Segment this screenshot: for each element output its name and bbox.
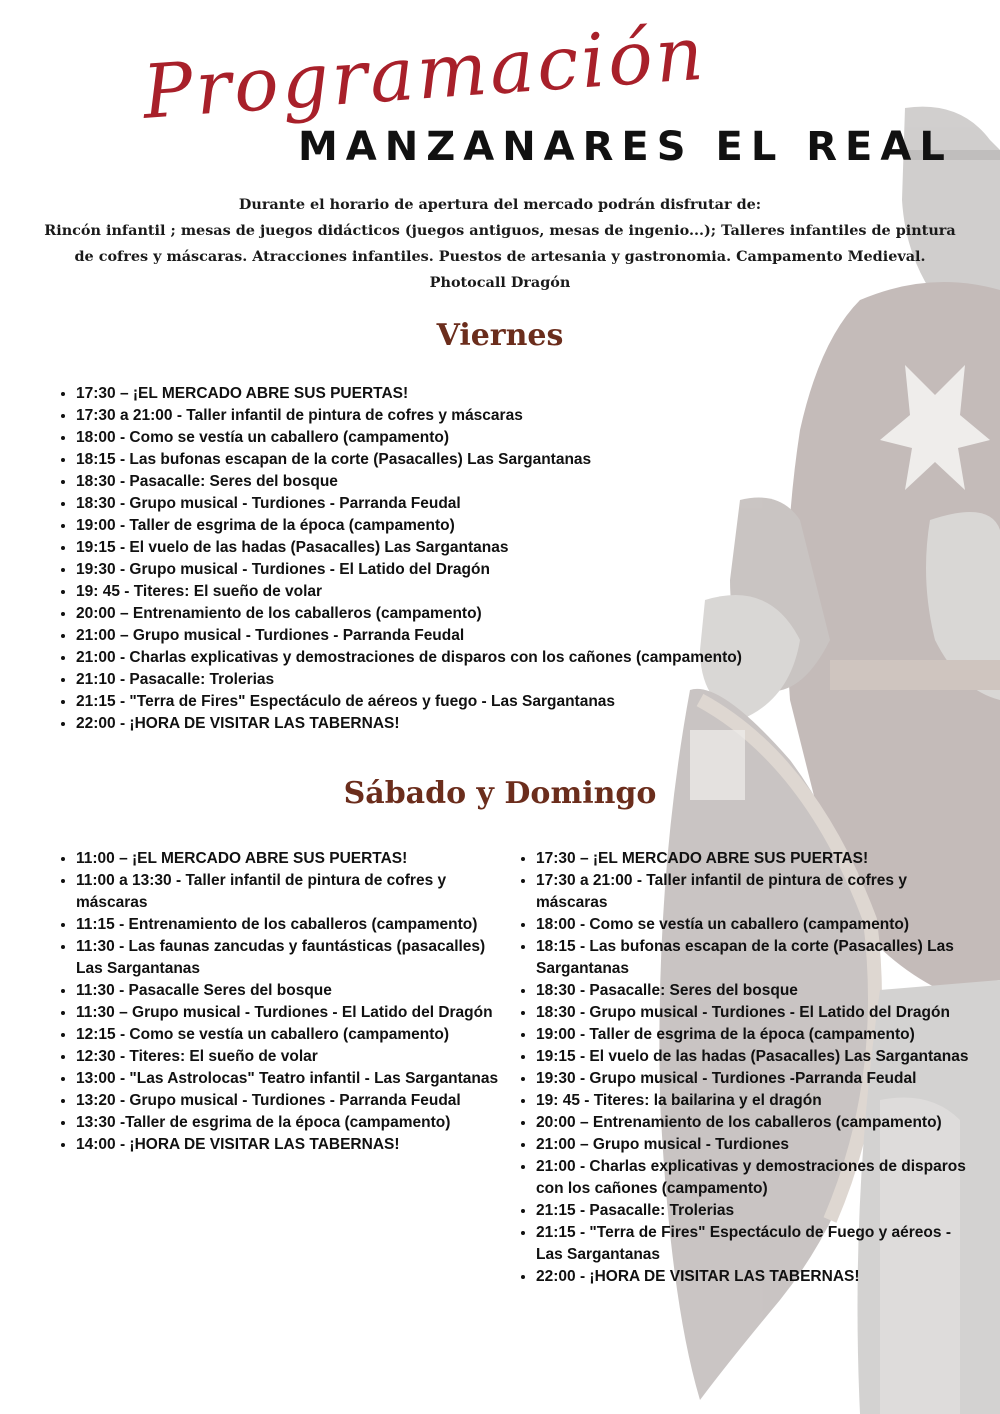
- section-title-viernes: Viernes: [436, 318, 564, 353]
- schedule-item: • 11:30 - Pasacalle Seres del bosque: [76, 980, 506, 1002]
- schedule-item: • 20:00 – Entrenamiento de los caballeros (campamento): [76, 603, 836, 625]
- schedule-item: • 13:30 -Taller de esgrima de la época (campamento): [76, 1112, 506, 1134]
- schedule-item: • 19:30 - Grupo musical - Turdiones -Parranda Feudal: [536, 1068, 976, 1090]
- schedule-item: • 12:30 - Titeres: El sueño de volar: [76, 1046, 506, 1068]
- schedule-item: • 21:10 - Pasacalle: Trolerias: [76, 669, 836, 691]
- schedule-item: • 21:00 - Charlas explicativas y demostraciones de disparos con los cañones (campamento): [536, 1156, 976, 1200]
- schedule-item: • 18:15 - Las bufonas escapan de la corte (Pasacalles) Las Sargantanas: [536, 936, 976, 980]
- schedule-item: • 13:20 - Grupo musical - Turdiones - Parranda Feudal: [76, 1090, 506, 1112]
- schedule-item: • 11:15 - Entrenamiento de los caballeros (campamento): [76, 914, 506, 936]
- schedule-item: • 11:00 – ¡EL MERCADO ABRE SUS PUERTAS!: [76, 848, 506, 870]
- schedule-item: • 19:30 - Grupo musical - Turdiones - El Latido del Dragón: [76, 559, 836, 581]
- schedule-item: • 17:30 – ¡EL MERCADO ABRE SUS PUERTAS!: [536, 848, 976, 870]
- schedule-item: • 19:00 - Taller de esgrima de la época (campamento): [536, 1024, 976, 1046]
- schedule-item: • 11:00 a 13:30 - Taller infantil de pintura de cofres y máscaras: [76, 870, 506, 914]
- schedule-item: • 21:00 – Grupo musical - Turdiones - Parranda Feudal: [76, 625, 836, 647]
- schedule-item: • 18:15 - Las bufonas escapan de la corte (Pasacalles) Las Sargantanas: [76, 449, 836, 471]
- main-title: MANZANARES EL REAL: [298, 124, 953, 170]
- sabado-evening-schedule: [514, 848, 976, 1288]
- sabado-morning-schedule: [54, 848, 506, 1156]
- schedule-item: • 18:30 - Pasacalle: Seres del bosque: [536, 980, 976, 1002]
- schedule-item: • 14:00 - ¡HORA DE VISITAR LAS TABERNAS!: [76, 1134, 506, 1156]
- schedule-item: • 19:00 - Taller de esgrima de la época (campamento): [76, 515, 836, 537]
- intro-line-1: Durante el horario de apertura del mercado podrán disfrutar de:: [238, 196, 762, 213]
- schedule-item: • 22:00 - ¡HORA DE VISITAR LAS TABERNAS!: [536, 1266, 976, 1288]
- schedule-item: • 21:00 - Charlas explicativas y demostraciones de disparos con los cañones (campamento): [76, 647, 836, 669]
- schedule-item: • 17:30 a 21:00 - Taller infantil de pintura de cofres y máscaras: [76, 405, 836, 427]
- schedule-item: • 19:15 - El vuelo de las hadas (Pasacalles) Las Sargantanas: [76, 537, 836, 559]
- intro-text: [36, 192, 964, 296]
- viernes-schedule: [54, 383, 836, 735]
- schedule-item: • 21:00 – Grupo musical - Turdiones: [536, 1134, 976, 1156]
- schedule-item: • 21:15 - "Terra de Fires" Espectáculo de aéreos y fuego - Las Sargantanas: [76, 691, 836, 713]
- schedule-item: • 17:30 – ¡EL MERCADO ABRE SUS PUERTAS!: [76, 383, 836, 405]
- schedule-item: • 18:30 - Pasacalle: Seres del bosque: [76, 471, 836, 493]
- schedule-item: • 18:00 - Como se vestía un caballero (campamento): [536, 914, 976, 936]
- schedule-item: • 18:30 - Grupo musical - Turdiones - Parranda Feudal: [76, 493, 836, 515]
- schedule-item: • 13:00 - "Las Astrolocas" Teatro infantil - Las Sargantanas: [76, 1068, 506, 1090]
- schedule-item: • 17:30 a 21:00 - Taller infantil de pintura de cofres y máscaras: [536, 870, 976, 914]
- schedule-item: • 19: 45 - Titeres: la bailarina y el dragón: [536, 1090, 976, 1112]
- script-title: Programación: [140, 10, 709, 136]
- intro-line-2: Rincón infantil ; mesas de juegos didácticos (juegos antiguos, mesas de ingenio...); Talleres infantiles de pintura de cofres y máscaras. Atracciones infantiles. Puestos de artesania y gastronomia. Campamento Medieval. Photocall Dragón: [44, 222, 956, 291]
- schedule-item: • 21:15 - Pasacalle: Trolerias: [536, 1200, 976, 1222]
- schedule-item: • 19: 45 - Titeres: El sueño de volar: [76, 581, 836, 603]
- schedule-item: • 11:30 - Las faunas zancudas y fauntásticas (pasacalles) Las Sargantanas: [76, 936, 506, 980]
- schedule-item: • 19:15 - El vuelo de las hadas (Pasacalles) Las Sargantanas: [536, 1046, 976, 1068]
- schedule-item: • 11:30 – Grupo musical - Turdiones - El Latido del Dragón: [76, 1002, 506, 1024]
- schedule-item: • 20:00 – Entrenamiento de los caballeros (campamento): [536, 1112, 976, 1134]
- schedule-item: • 12:15 - Como se vestía un caballero (campamento): [76, 1024, 506, 1046]
- schedule-item: • 21:15 - "Terra de Fires" Espectáculo de Fuego y aéreos - Las Sargantanas: [536, 1222, 976, 1266]
- schedule-item: • 18:00 - Como se vestía un caballero (campamento): [76, 427, 836, 449]
- schedule-item: • 22:00 - ¡HORA DE VISITAR LAS TABERNAS!: [76, 713, 836, 735]
- schedule-item: • 18:30 - Grupo musical - Turdiones - El Latido del Dragón: [536, 1002, 976, 1024]
- section-title-sabado-domingo: Sábado y Domingo: [343, 776, 657, 811]
